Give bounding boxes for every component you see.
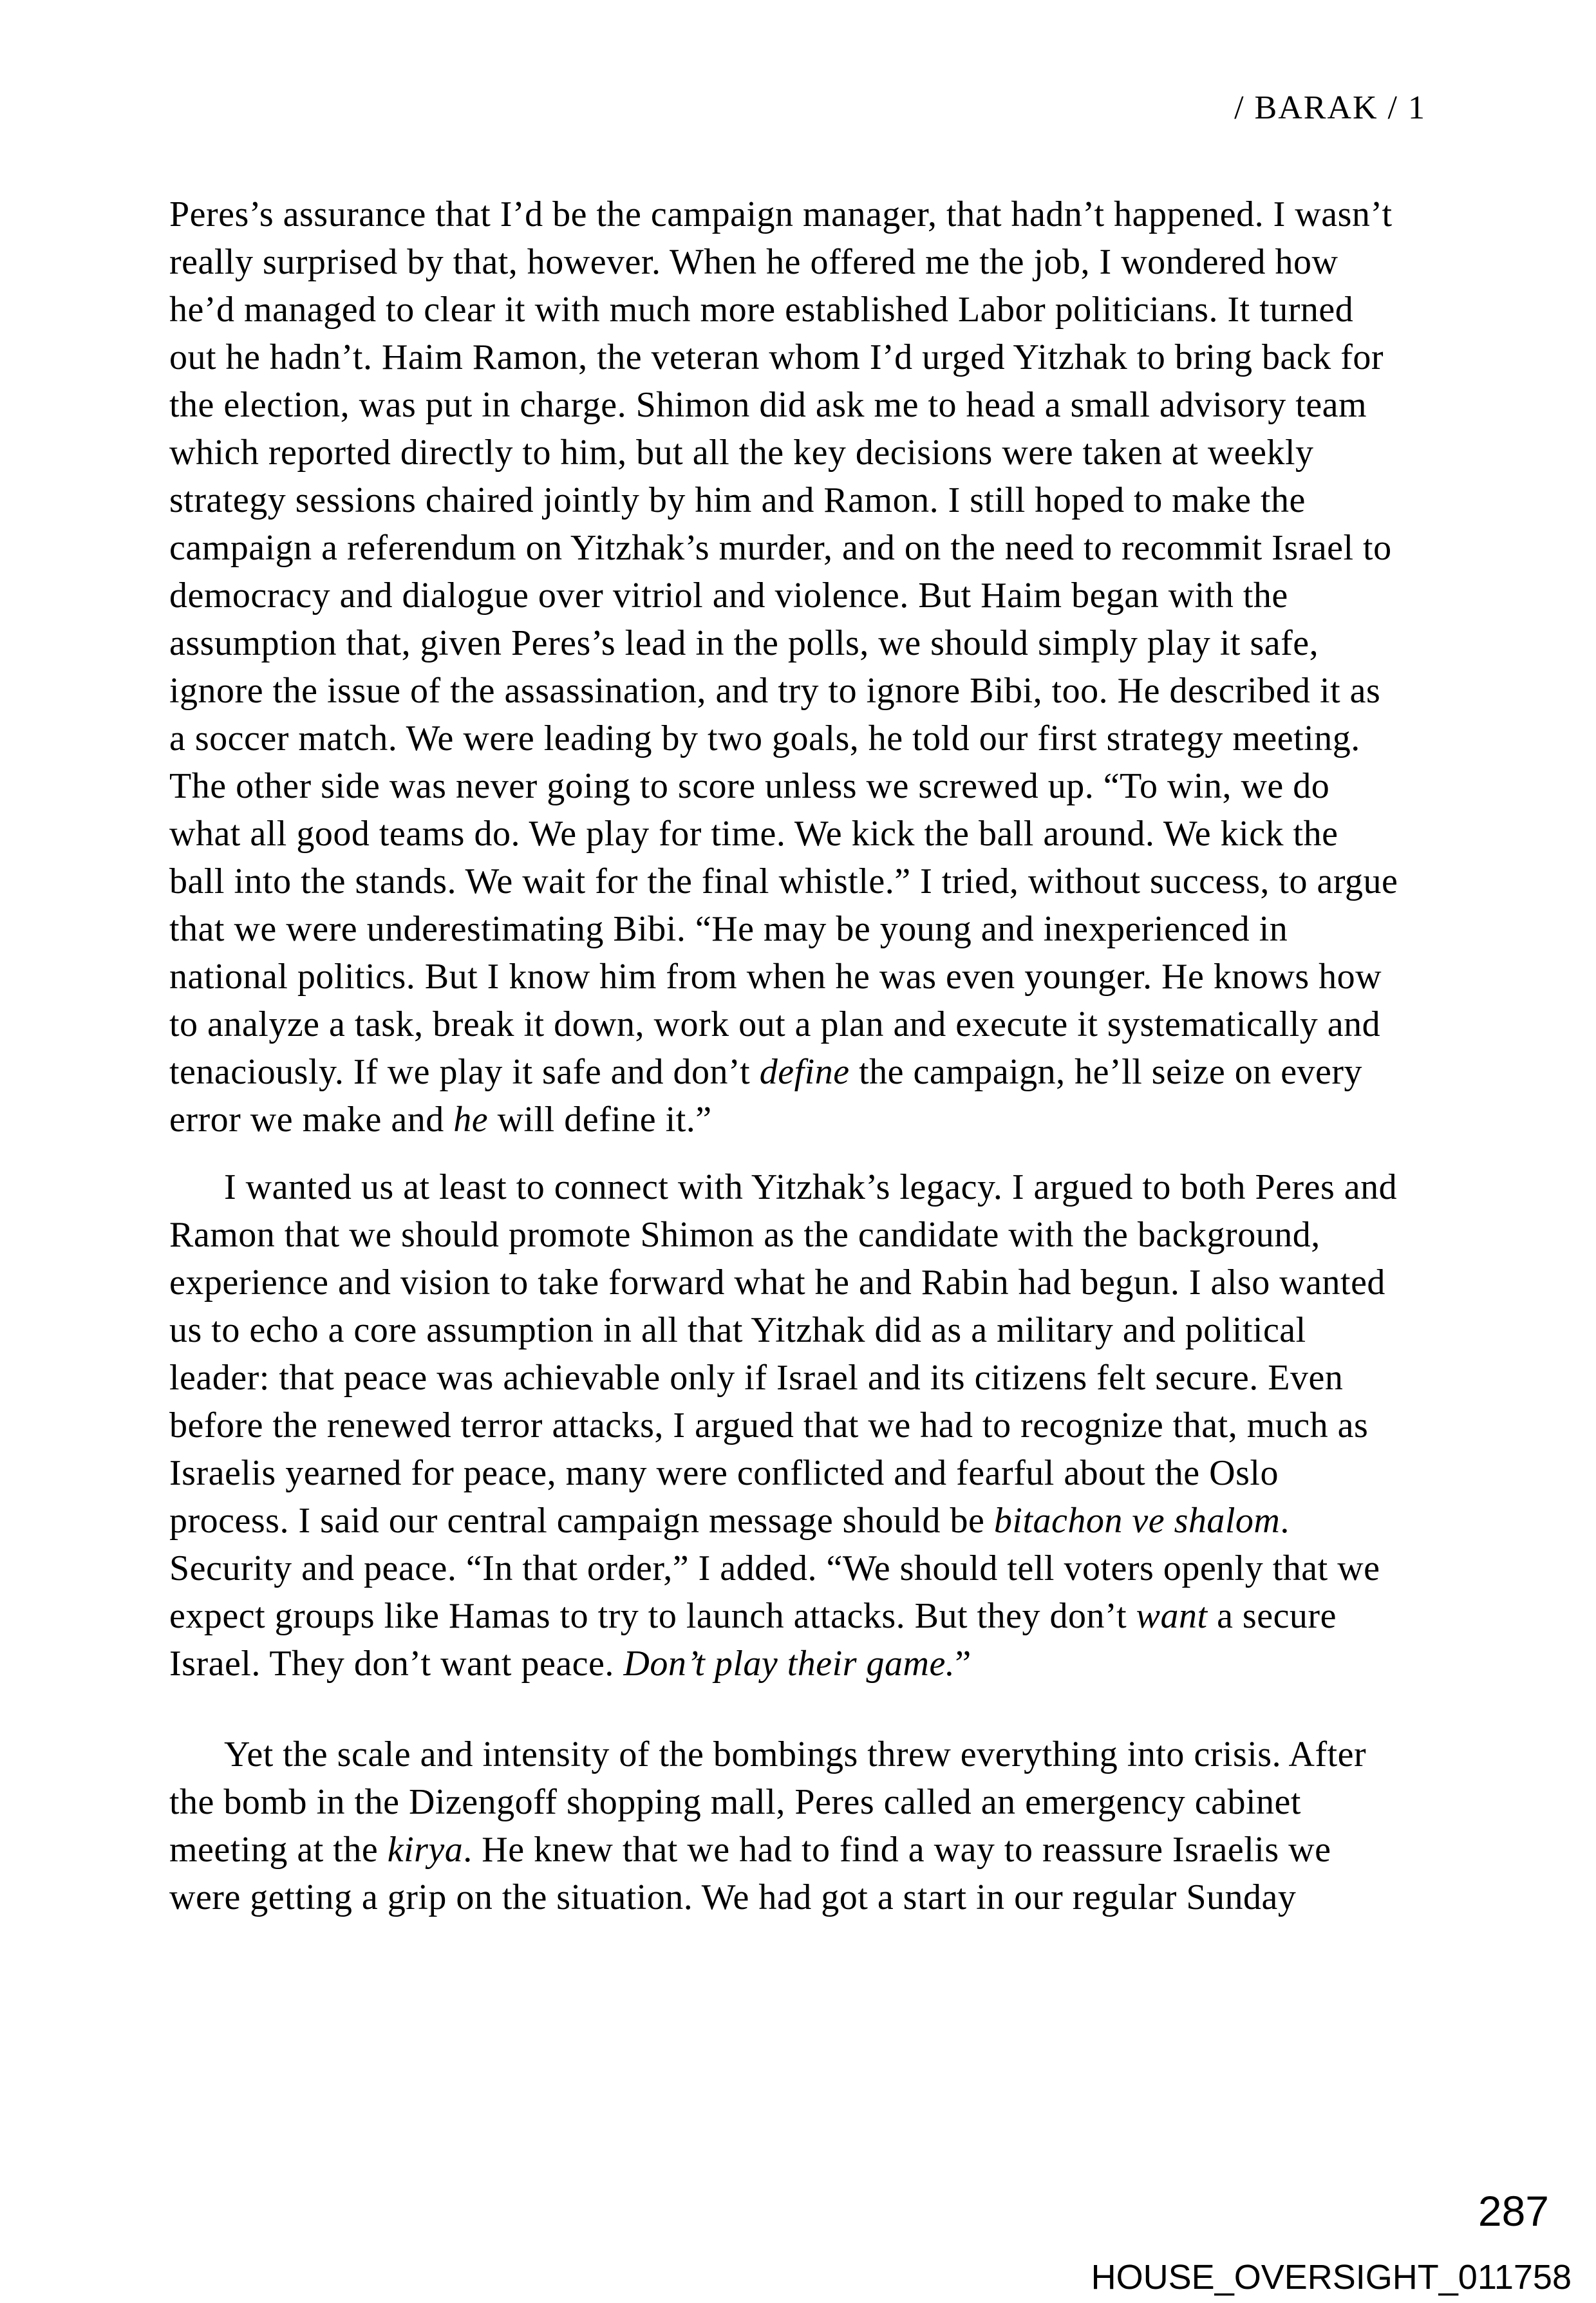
page-number: 287 [1478,2187,1549,2235]
text-line: the election, was put in charge. Shimon did ask me to head a small advisory team [169,385,1367,425]
paragraph-1 [169,191,1431,1143]
text-line: process. I said our central campaign message should be bitachon ve shalom. [169,1501,1290,1541]
text-line: us to echo a core assumption in all that Yitzhak did as a military and political [169,1310,1306,1350]
text-line: The other side was never going to score unless we screwed up. “To win, we do [169,766,1330,806]
text-line: Security and peace. “In that order,” I added. “We should tell voters openly that we [169,1548,1380,1588]
text-line: ignore the issue of the assassination, and try to ignore Bibi, too. He described it as [169,671,1381,711]
text-line: really surprised by that, however. When he offered me the job, I wondered how [169,242,1338,282]
text-line: Peres’s assurance that I’d be the campaign manager, that hadn’t happened. I wasn’t [169,194,1393,234]
text-line: error we make and he will define it.” [169,1100,712,1140]
paragraph-2 [169,1163,1431,1687]
text-line: I wanted us at least to connect with Yitzhak’s legacy. I argued to both Peres and [224,1167,1398,1207]
paragraph-3 [169,1731,1431,1921]
text-line: a soccer match. We were leading by two goals, he told our first strategy meeting. [169,719,1360,758]
text-line: experience and vision to take forward what he and Rabin had begun. I also wanted [169,1263,1385,1302]
text-line: national politics. But I know him from when he was even younger. He knows how [169,957,1382,997]
text-line: tenaciously. If we play it safe and don’t define the campaign, he’ll seize on every [169,1052,1363,1092]
text-line: out he hadn’t. Haim Ramon, the veteran whom I’d urged Yitzhak to bring back for [169,337,1384,377]
text-line: which reported directly to him, but all the key decisions were taken at weekly [169,433,1314,473]
text-line: Yet the scale and intensity of the bombings threw everything into crisis. After [224,1734,1367,1774]
text-line: strategy sessions chaired jointly by him and Ramon. I still hoped to make the [169,480,1306,520]
text-line: assumption that, given Peres’s lead in the polls, we should simply play it safe, [169,623,1319,663]
text-line: campaign a referendum on Yitzhak’s murder, and on the need to recommit Israel to [169,528,1392,568]
text-line: Ramon that we should promote Shimon as the candidate with the background, [169,1215,1320,1255]
text-line: Israel. They don’t want peace. Don’t play their game.” [169,1644,972,1684]
text-line: before the renewed terror attacks, I argued that we had to recognize that, much as [169,1405,1369,1445]
text-line: he’d managed to clear it with much more established Labor politicians. It turned [169,290,1354,330]
text-line: leader: that peace was achievable only if Israel and its citizens felt secure. Even [169,1358,1344,1398]
bates-stamp: HOUSE_OVERSIGHT_011758 [1091,2258,1572,2297]
text-line: expect groups like Hamas to try to launch attacks. But they don’t want a secure [169,1596,1337,1636]
text-line: to analyze a task, break it down, work out a plan and execute it systematically and [169,1004,1381,1044]
text-line: democracy and dialogue over vitriol and violence. But Haim began with the [169,576,1288,616]
text-line: Israelis yearned for peace, many were conflicted and fearful about the Oslo [169,1453,1279,1493]
text-line: what all good teams do. We play for time. We kick the ball around. We kick the [169,814,1338,854]
text-line: were getting a grip on the situation. We had got a start in our regular Sunday [169,1877,1297,1917]
text-line: the bomb in the Dizengoff shopping mall, Peres called an emergency cabinet [169,1782,1301,1822]
text-line: ball into the stands. We wait for the final whistle.” I tried, without success, to argue [169,861,1398,901]
running-header: / BARAK / 1 [1234,89,1426,126]
text-line: that we were underestimating Bibi. “He may be young and inexperienced in [169,909,1288,949]
text-line: meeting at the kirya. He knew that we had to find a way to reassure Israelis we [169,1830,1331,1870]
